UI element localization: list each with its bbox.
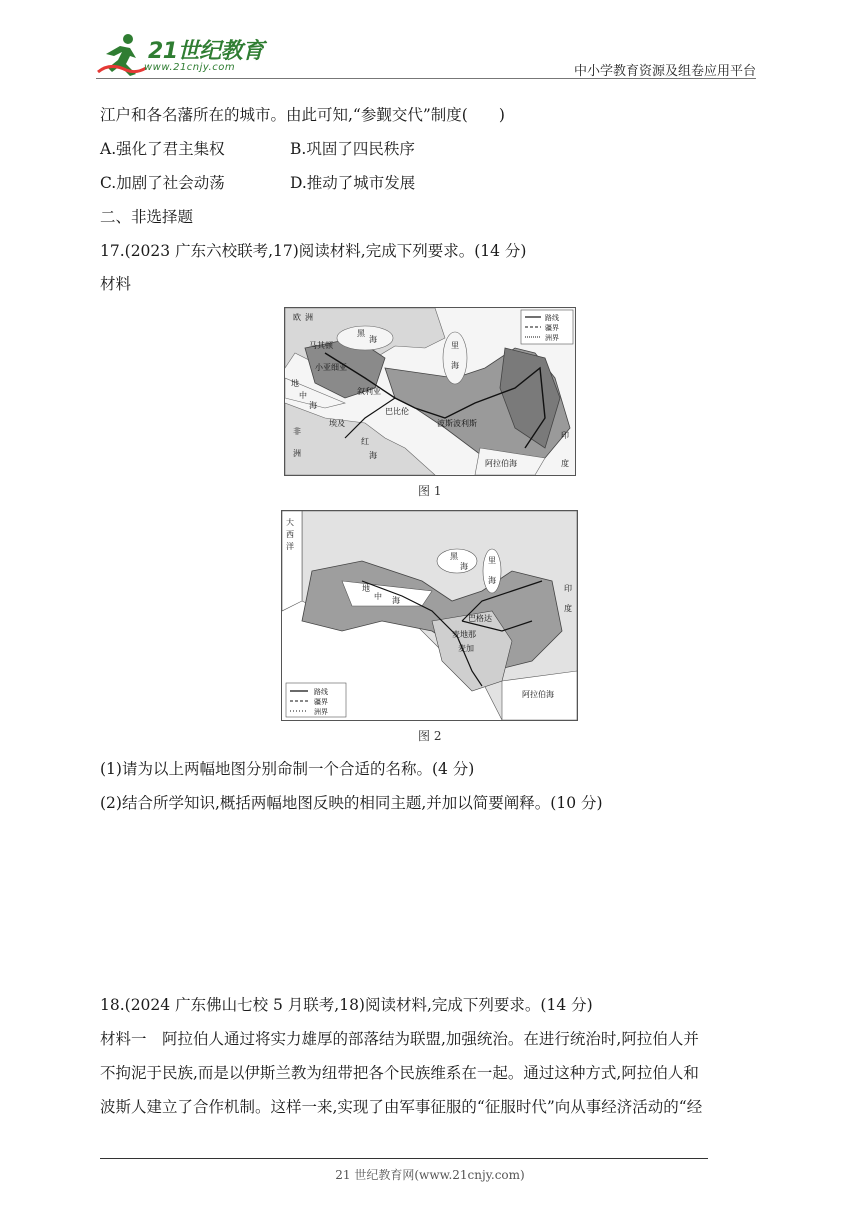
fig2-label: 中 <box>374 592 382 601</box>
fig2-label: 阿拉伯海 <box>522 690 554 699</box>
fig1-label: 黑 <box>357 329 365 338</box>
fig1-label: 欧 <box>293 313 301 322</box>
figure-2-map <box>281 510 578 721</box>
figure-2-caption: 图 2 <box>418 729 442 743</box>
material-1-line-2: 不拘泥于民族,而是以伊斯兰教为纽带把各个民族维系在一起。通过这种方式,阿拉伯人和 <box>100 1064 699 1082</box>
fig2-label: 印 <box>564 584 572 593</box>
figure-1-svg <box>285 308 575 475</box>
fig2-label: 海 <box>392 596 400 605</box>
fig2-label: 麦地那 <box>452 630 476 639</box>
fig1-label: 海 <box>451 361 459 370</box>
fig1-label: 海 <box>369 335 377 344</box>
logo-brand: 21世纪教育 <box>148 39 264 64</box>
material-1-line-3: 波斯人建立了合作机制。这样一来,实现了由军事征服的“征服时代”向从事经济活动的“经 <box>100 1098 703 1116</box>
question-17-stem: 17.(2023 广东六校联考,17)阅读材料,完成下列要求。(14 分) <box>100 242 527 260</box>
figure-1-caption: 图 1 <box>418 484 442 498</box>
fig2-label: 洋 <box>286 542 294 551</box>
fig1-legend-route: 路线 <box>545 314 559 322</box>
fig1-label: 中 <box>299 391 307 400</box>
fig2-label: 黑 <box>450 552 458 561</box>
fig2-label: 麦加 <box>458 644 474 653</box>
question-text: 江户和各名藩所在的城市。由此可知,“参觐交代”制度( ) <box>100 106 505 124</box>
fig2-legend-border: 疆界 <box>314 698 328 706</box>
fig1-label: 印 <box>561 431 569 440</box>
page-header <box>0 0 860 86</box>
fig1-label: 度 <box>561 459 569 468</box>
option-c: C.加剧了社会动荡 <box>100 174 225 192</box>
material-1-line-1: 材料一 阿拉伯人通过将实力雄厚的部落结为联盟,加强统治。在进行统治时,阿拉伯人并 <box>100 1030 699 1048</box>
fig1-legend-continent: 洲界 <box>545 334 559 342</box>
runner-logo-icon <box>96 32 148 78</box>
fig1-label: 马其顿 <box>309 341 333 350</box>
material-label: 材料 <box>100 275 132 293</box>
fig2-legend-route: 路线 <box>314 688 328 696</box>
option-d: D.推动了城市发展 <box>290 174 416 192</box>
section-heading: 二、非选择题 <box>100 208 194 226</box>
question-17-part-2: (2)结合所学知识,概括两幅地图反映的相同主题,并加以简要阐释。(10 分) <box>100 794 603 812</box>
fig2-label: 西 <box>286 530 294 539</box>
question-17-part-1: (1)请为以上两幅地图分别命制一个合适的名称。(4 分) <box>100 760 475 778</box>
fig2-label: 里 <box>488 556 496 565</box>
fig2-label: 海 <box>488 576 496 585</box>
fig2-legend-continent: 洲界 <box>314 708 328 716</box>
fig1-label: 洲 <box>293 449 301 458</box>
logo-url: www.21cnjy.com <box>144 62 236 73</box>
fig1-legend-border: 疆界 <box>545 324 559 332</box>
fig1-label: 波斯波利斯 <box>437 419 477 428</box>
fig1-label: 海 <box>369 451 377 460</box>
fig1-label: 红 <box>361 437 369 446</box>
figure-2-svg <box>282 511 577 720</box>
platform-tagline: 中小学教育资源及组卷应用平台 <box>573 64 756 79</box>
site-logo[interactable] <box>96 32 266 78</box>
fig2-label: 巴格达 <box>468 614 492 623</box>
option-b: B.巩固了四民秩序 <box>290 140 415 158</box>
fig1-label: 非 <box>293 427 301 436</box>
figure-1-map <box>284 307 576 476</box>
fig2-label: 海 <box>460 562 468 571</box>
fig1-label: 叙利亚 <box>357 387 381 396</box>
fig1-label: 小亚细亚 <box>315 363 347 372</box>
fig1-label: 海 <box>309 401 317 410</box>
fig1-label: 巴比伦 <box>385 407 409 416</box>
fig2-label: 大 <box>286 518 294 527</box>
fig1-label: 地 <box>291 379 299 388</box>
fig2-label: 度 <box>564 604 572 613</box>
question-18-stem: 18.(2024 广东佛山七校 5 月联考,18)阅读材料,完成下列要求。(14 分) <box>100 996 593 1014</box>
footer-divider <box>100 1158 708 1159</box>
page-footer[interactable]: 21 世纪教育网(www.21cnjy.com) <box>335 1168 525 1182</box>
fig2-label: 地 <box>362 584 370 593</box>
fig1-label: 阿拉伯海 <box>485 459 517 468</box>
fig1-label: 洲 <box>305 313 313 322</box>
option-a: A.强化了君主集权 <box>100 140 225 158</box>
fig1-label: 里 <box>451 341 459 350</box>
fig1-label: 埃及 <box>329 419 345 428</box>
header-divider <box>96 78 756 79</box>
